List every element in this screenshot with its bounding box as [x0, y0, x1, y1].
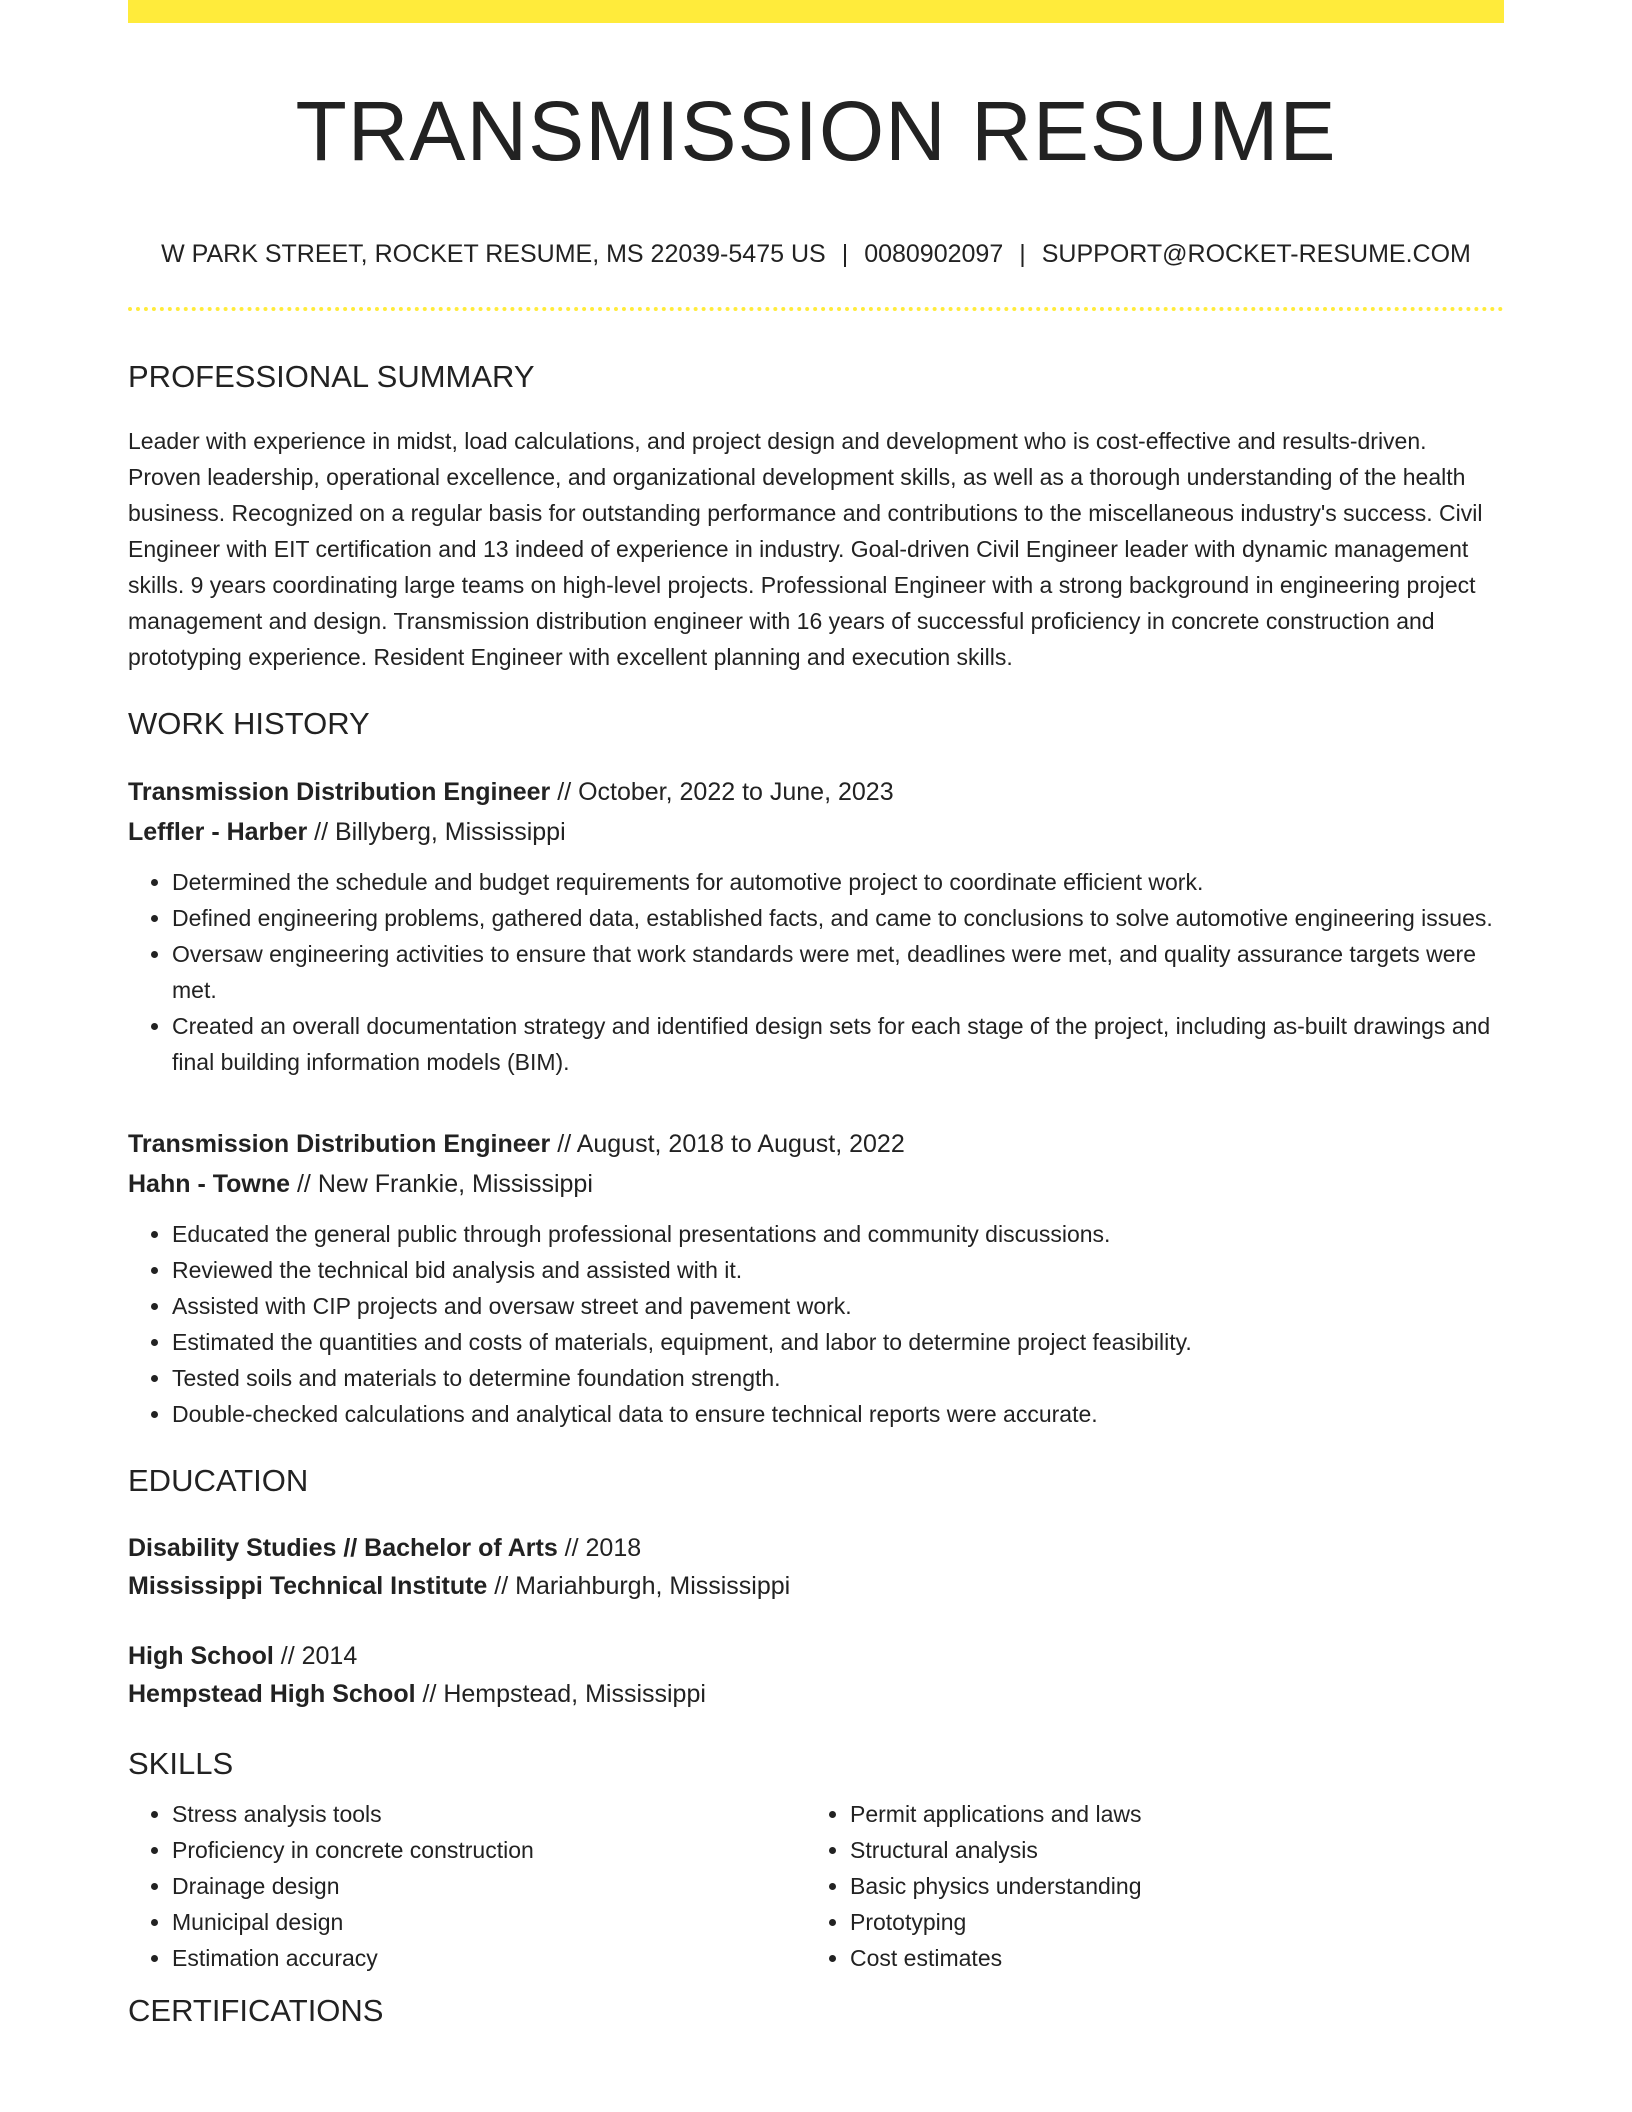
- phone: 0080902097: [864, 240, 1004, 269]
- job-bullet: • Determined the schedule and budget requirements for automotive project to coordinate efficient work.: [172, 864, 1504, 900]
- skill-item: • Estimation accuracy: [172, 1940, 806, 1976]
- job-bullet: • Created an overall documentation strategy and identified design sets for each stage of the project, including as-built drawings and final building information models (BIM).: [172, 1008, 1504, 1080]
- job-bullet: • Tested soils and materials to determine foundation strength.: [172, 1360, 1504, 1396]
- skill-item: • Drainage design: [172, 1868, 806, 1904]
- resume-name: TRANSMISSION RESUME: [295, 84, 1337, 178]
- job-bullets: [128, 864, 1504, 1080]
- job-entry: [128, 772, 1504, 1080]
- job-bullet: • Oversaw engineering activities to ensure that work standards were met, deadlines were met, and quality assurance targets were met.: [172, 936, 1504, 1008]
- address: W PARK STREET, ROCKET RESUME, MS 22039-5475 US: [161, 240, 826, 269]
- section-title-skills: SKILLS: [128, 1745, 234, 1781]
- skills-column-right: [806, 1796, 1484, 1976]
- job-role: Transmission Distribution Engineer: [128, 777, 551, 806]
- section-title-summary: PROFESSIONAL SUMMARY: [128, 359, 535, 395]
- job-bullets: [128, 1216, 1504, 1432]
- top-accent-bar: [128, 0, 1504, 23]
- job-bullet: • Educated the general public through professional presentations and community discussions.: [172, 1216, 1504, 1252]
- job-company-line: [128, 812, 1504, 852]
- job-bullet: • Double-checked calculations and analytical data to ensure technical reports were accurate.: [172, 1396, 1504, 1432]
- education-degree: Disability Studies // Bachelor of Arts: [128, 1533, 558, 1562]
- job-title-line: [128, 772, 1504, 812]
- education-school: Hempstead High School: [128, 1679, 416, 1708]
- dotted-divider: [128, 307, 1504, 311]
- separator: |: [1019, 240, 1026, 269]
- job-dates: // October, 2022 to June, 2023: [550, 777, 894, 806]
- skill-item: • Prototyping: [850, 1904, 1484, 1940]
- email: SUPPORT@ROCKET-RESUME.COM: [1041, 240, 1471, 269]
- education-degree-line: [128, 1637, 1504, 1675]
- skill-item: • Structural analysis: [850, 1832, 1484, 1868]
- education-year: // 2018: [557, 1533, 642, 1562]
- skill-item: • Proficiency in concrete construction: [172, 1832, 806, 1868]
- job-dates: // August, 2018 to August, 2022: [550, 1129, 905, 1158]
- job-location: // New Frankie, Mississippi: [290, 1169, 593, 1198]
- job-company-line: [128, 1164, 1504, 1204]
- section-title-education: EDUCATION: [128, 1462, 309, 1498]
- summary-text: Leader with experience in midst, load calculations, and project design and development who is cost-effective and results-driven. Proven leadership, operational excellence, and organizational development skills, as well as a thorough understanding of the health business. Recognized on a regular basis for outstanding performance and contributions to the miscellaneous industry's success. Civil Engineer with EIT certification and 13 indeed of experience in industry. Goal-driven Civil Engineer leader with dynamic management skills. 9 years coordinating large teams on high-level projects. Professional Engineer with a strong background in engineering project management and design. Transmission distribution engineer with 16 years of successful proficiency in concrete construction and prototyping experience. Resident Engineer with excellent planning and execution skills.: [128, 427, 1483, 670]
- job-bullet: • Defined engineering problems, gathered data, established facts, and came to conclusions to solve automotive engineering issues.: [172, 900, 1504, 936]
- education-school: Mississippi Technical Institute: [128, 1571, 488, 1600]
- skill-item: • Cost estimates: [850, 1940, 1484, 1976]
- skills-grid: [128, 1796, 1504, 1976]
- job-title-line: [128, 1124, 1504, 1164]
- skill-item: • Stress analysis tools: [172, 1796, 806, 1832]
- job-location: // Billyberg, Mississippi: [307, 817, 566, 846]
- separator: |: [841, 240, 849, 269]
- education-degree: High School: [128, 1641, 274, 1670]
- section-title-work-history: WORK HISTORY: [128, 705, 370, 741]
- education-school-line: [128, 1675, 1504, 1713]
- education-entry: [128, 1637, 1504, 1713]
- education-location: // Hempstead, Mississippi: [415, 1679, 706, 1708]
- skill-item: • Permit applications and laws: [850, 1796, 1484, 1832]
- education-year: // 2014: [273, 1641, 358, 1670]
- skill-item: • Basic physics understanding: [850, 1868, 1484, 1904]
- job-company: Leffler - Harber: [128, 817, 308, 846]
- skill-item: • Municipal design: [172, 1904, 806, 1940]
- education-school-line: [128, 1567, 1504, 1605]
- contact-line: [128, 239, 1504, 269]
- education-location: // Mariahburgh, Mississippi: [487, 1571, 791, 1600]
- skills-column-left: [128, 1796, 806, 1976]
- education-degree-line: [128, 1529, 1504, 1567]
- education-entry: [128, 1529, 1504, 1605]
- job-bullet: • Assisted with CIP projects and oversaw street and pavement work.: [172, 1288, 1504, 1324]
- section-title-certifications: CERTIFICATIONS: [128, 1993, 384, 2029]
- resume-page: [128, 0, 1504, 2029]
- job-company: Hahn - Towne: [128, 1169, 291, 1198]
- job-bullet: • Estimated the quantities and costs of materials, equipment, and labor to determine project feasibility.: [172, 1324, 1504, 1360]
- job-bullet: • Reviewed the technical bid analysis and assisted with it.: [172, 1252, 1504, 1288]
- job-role: Transmission Distribution Engineer: [128, 1129, 551, 1158]
- job-entry: [128, 1124, 1504, 1432]
